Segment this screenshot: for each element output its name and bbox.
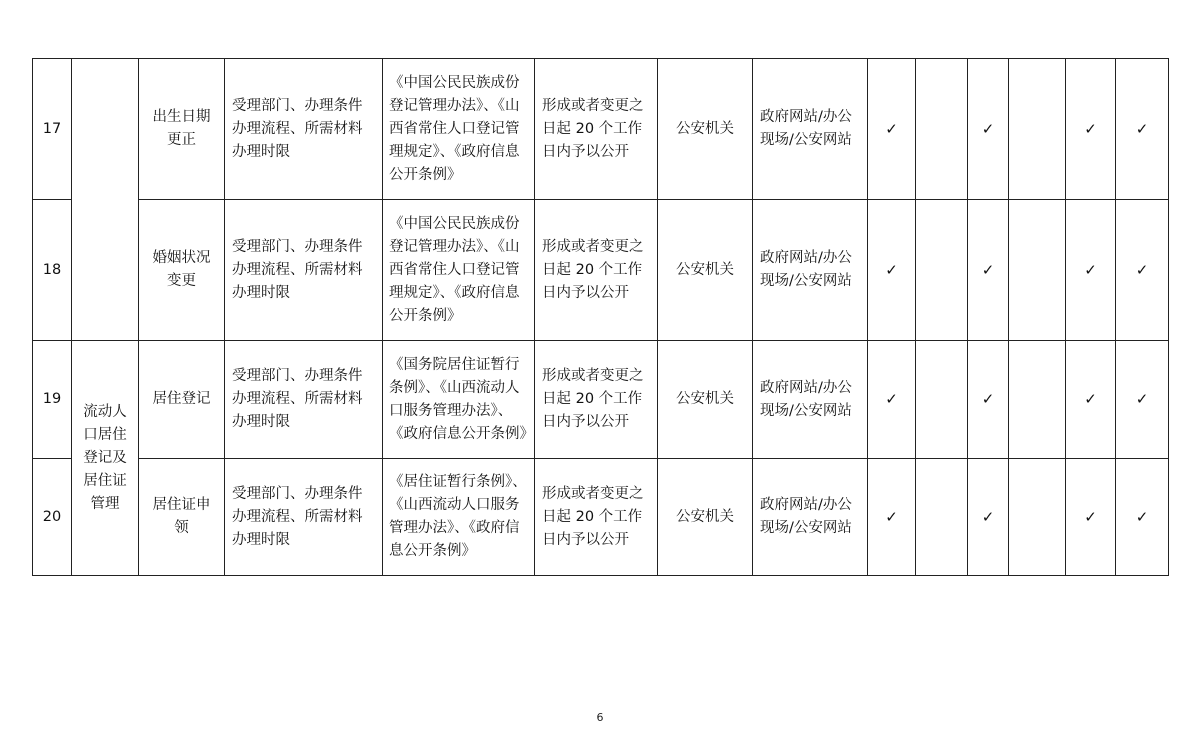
disclosure-content: 受理部门、办理条件办理流程、所需材料办理时限 [225,341,383,459]
check-mark-icon: ✓ [968,341,1009,459]
disclosure-time: 形成或者变更之日起 20 个工作日内予以公开 [535,341,658,459]
disclosure-time: 形成或者变更之日起 20 个工作日内予以公开 [535,200,658,341]
row-number: 20 [33,459,72,576]
disclosure-basis: 《国务院居住证暂行条例》、《山西流动人口服务管理办法》、《政府信息公开条例》 [383,341,535,459]
category-cell [72,341,139,576]
disclosure-table [32,58,1169,576]
check-mark-icon: ✓ [1116,200,1169,341]
check-mark-icon: ✓ [1066,59,1116,200]
disclosure-subject: 公安机关 [658,459,753,576]
row-number: 18 [33,200,72,341]
empty-cell [916,59,968,200]
category-label: 流动人口居住登记及居住证管理 [83,403,127,512]
check-mark-icon: ✓ [1116,59,1169,200]
empty-cell [916,459,968,576]
table-row [33,200,1169,341]
disclosure-content: 受理部门、办理条件办理流程、所需材料办理时限 [225,59,383,200]
table-row [33,341,1169,459]
table-row [33,59,1169,200]
empty-cell [1009,59,1066,200]
check-mark-icon: ✓ [1066,459,1116,576]
check-mark-icon: ✓ [1116,459,1169,576]
table-row [33,459,1169,576]
row-number: 17 [33,59,72,200]
disclosure-subject: 公安机关 [658,200,753,341]
disclosure-channel: 政府网站/办公现场/公安网站 [753,59,868,200]
disclosure-content: 受理部门、办理条件办理流程、所需材料办理时限 [225,200,383,341]
item-name: 居住证申领 [139,459,225,576]
item-name: 出生日期更正 [139,59,225,200]
disclosure-time: 形成或者变更之日起 20 个工作日内予以公开 [535,59,658,200]
disclosure-content: 受理部门、办理条件办理流程、所需材料办理时限 [225,459,383,576]
empty-cell [916,341,968,459]
check-mark-icon: ✓ [1066,200,1116,341]
empty-cell [1009,200,1066,341]
item-name: 婚姻状况变更 [139,200,225,341]
disclosure-channel: 政府网站/办公现场/公安网站 [753,200,868,341]
check-mark-icon: ✓ [1116,341,1169,459]
disclosure-subject: 公安机关 [658,341,753,459]
check-mark-icon: ✓ [868,59,916,200]
page-number: 6 [596,711,604,724]
check-mark-icon: ✓ [968,459,1009,576]
check-mark-icon: ✓ [868,341,916,459]
row-number: 19 [33,341,72,459]
disclosure-basis: 《中国公民民族成份登记管理办法》、《山西省常住人口登记管理规定》、《政府信息公开条例》 [383,59,535,200]
check-mark-icon: ✓ [968,59,1009,200]
disclosure-basis: 《中国公民民族成份登记管理办法》、《山西省常住人口登记管理规定》、《政府信息公开条例》 [383,200,535,341]
check-mark-icon: ✓ [968,200,1009,341]
disclosure-basis: 《居住证暂行条例》、《山西流动人口服务管理办法》、《政府信息公开条例》 [383,459,535,576]
empty-cell [1009,459,1066,576]
check-mark-icon: ✓ [868,459,916,576]
empty-cell [1009,341,1066,459]
disclosure-channel: 政府网站/办公现场/公安网站 [753,341,868,459]
disclosure-time: 形成或者变更之日起 20 个工作日内予以公开 [535,459,658,576]
item-name: 居住登记 [139,341,225,459]
category-cell-empty [72,59,139,341]
empty-cell [916,200,968,341]
check-mark-icon: ✓ [868,200,916,341]
disclosure-channel: 政府网站/办公现场/公安网站 [753,459,868,576]
check-mark-icon: ✓ [1066,341,1116,459]
disclosure-subject: 公安机关 [658,59,753,200]
